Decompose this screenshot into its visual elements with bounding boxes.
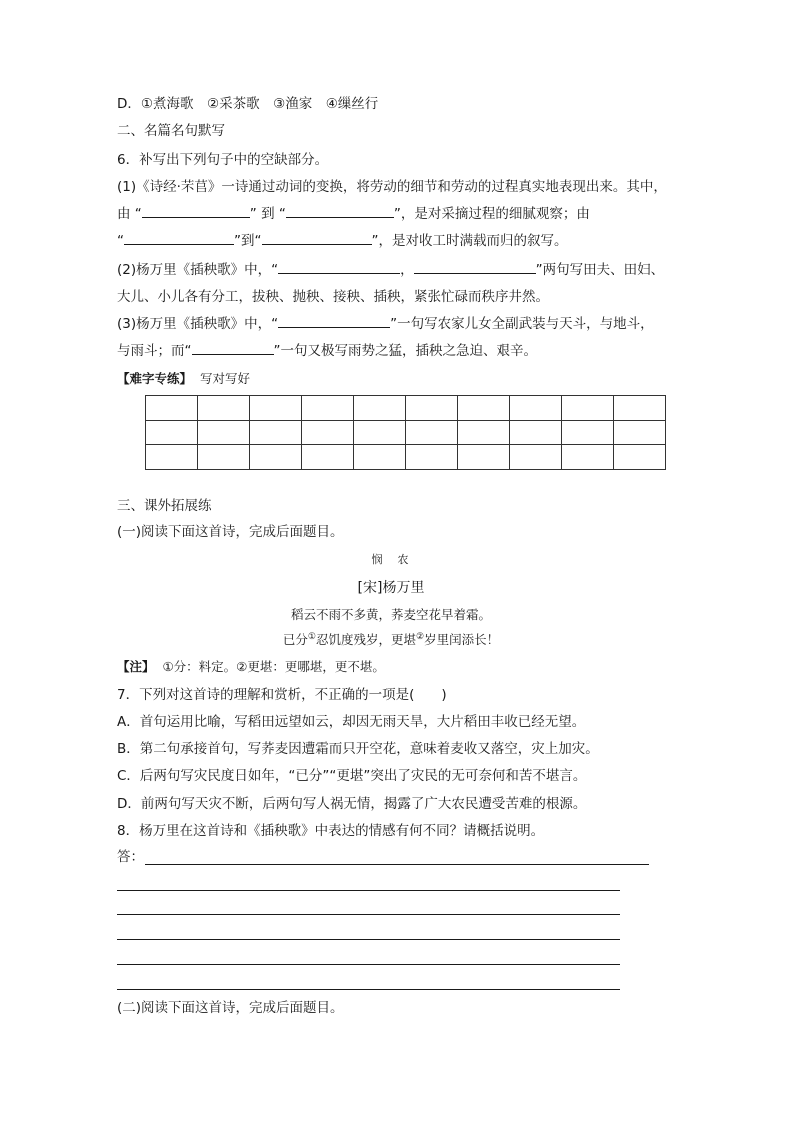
fill-blank[interactable] — [124, 232, 234, 245]
fill-blank[interactable] — [286, 205, 394, 218]
grid-cell[interactable] — [146, 396, 198, 421]
grid-cell[interactable] — [250, 396, 302, 421]
text-fragment: (2)杨万里《插秧歌》中，“ — [117, 262, 279, 278]
grid-cell[interactable] — [146, 445, 198, 470]
poem-note — [117, 658, 385, 676]
text-fragment: ”两句写田夫、田妇、 — [535, 262, 665, 278]
answer-line[interactable] — [145, 864, 649, 865]
note-label: 【注】 — [117, 659, 155, 674]
question-6-item-2-line-1 — [117, 261, 664, 279]
text-fragment: 由 “ — [117, 206, 142, 222]
footnote-marker: ② — [416, 631, 425, 642]
grid-cell[interactable] — [198, 420, 250, 445]
grid-cell[interactable] — [146, 420, 198, 445]
footnote-marker: ① — [307, 631, 316, 642]
text-fragment: ”，是对收工时满载而归的叙写。 — [371, 233, 568, 249]
grid-cell[interactable] — [302, 445, 354, 470]
grid-cell[interactable] — [614, 420, 666, 445]
question-6-item-2-line-2: 大儿、小儿各有分工，拔秧、抛秧、接秧、插秧，紧张忙碌而秩序井然。 — [117, 289, 549, 305]
text-fragment: “ — [117, 233, 124, 249]
grid-cell[interactable] — [458, 420, 510, 445]
grid-cell[interactable] — [302, 396, 354, 421]
text-fragment: ”，是对采摘过程的细腻观察；由 — [393, 206, 590, 222]
grid-cell[interactable] — [458, 445, 510, 470]
grid-cell[interactable] — [614, 396, 666, 421]
poem-line-1: 稻云不雨不多黄，荞麦空花早着霜。 — [290, 607, 491, 622]
question-6-item-1-line-1: (1)《诗经·芣苢》一诗通过动词的变换，将劳动的细节和劳动的过程真实地表现出来。其中， — [117, 179, 667, 195]
answer-line[interactable] — [117, 989, 620, 990]
question-7-option-d[interactable]: D．前两句写天灾不断，后两句写人祸无情，揭露了广大农民遭受苦难的根源。 — [117, 796, 587, 812]
grid-cell[interactable] — [250, 445, 302, 470]
section-heading-recitation: 二、名篇名句默写 — [117, 123, 225, 139]
grid-cell[interactable] — [198, 445, 250, 470]
text-fragment: ”到“ — [234, 233, 262, 249]
grid-cell[interactable] — [458, 396, 510, 421]
part-1-intro: (一)阅读下面这首诗，完成后面题目。 — [117, 524, 344, 540]
question-7-title: 7．下列对这首诗的理解和赏析，不正确的一项是( ) — [117, 687, 447, 703]
fill-blank[interactable] — [192, 342, 274, 355]
answer-line[interactable] — [117, 964, 620, 965]
writing-practice-grid — [145, 395, 666, 470]
poem-fragment: 已分 — [282, 632, 308, 647]
grid-cell[interactable] — [406, 420, 458, 445]
grid-cell[interactable] — [302, 420, 354, 445]
practice-label: 【难字专练】 — [117, 371, 193, 386]
grid-row — [146, 420, 666, 445]
practice-text: 写对写好 — [199, 371, 250, 386]
question-6-item-3-line-2 — [117, 342, 537, 360]
grid-cell[interactable] — [406, 445, 458, 470]
fill-blank[interactable] — [414, 261, 536, 274]
question-6-title: 6．补写出下列句子中的空缺部分。 — [117, 152, 329, 168]
text-fragment: (3)杨万里《插秧歌》中，“ — [117, 316, 279, 332]
text-fragment: ”一句又极写雨势之猛，插秧之急迫、艰辛。 — [273, 343, 537, 359]
fill-blank[interactable] — [262, 232, 372, 245]
grid-row — [146, 396, 666, 421]
question-7-option-a[interactable]: A．首句运用比喻，写稻田远望如云，却因无雨天旱，大片稻田丰收已经无望。 — [117, 714, 586, 730]
grid-cell[interactable] — [354, 445, 406, 470]
grid-cell[interactable] — [406, 396, 458, 421]
grid-cell[interactable] — [354, 420, 406, 445]
part-2-intro: (二)阅读下面这首诗，完成后面题目。 — [117, 1000, 344, 1016]
grid-cell[interactable] — [562, 420, 614, 445]
text-fragment: ” 到 “ — [249, 206, 286, 222]
grid-cell[interactable] — [510, 445, 562, 470]
poem-fragment: 岁里闰添长！ — [424, 632, 500, 647]
grid-cell[interactable] — [510, 420, 562, 445]
grid-cell[interactable] — [510, 396, 562, 421]
question-7-option-b[interactable]: B．第二句承接首句，写荞麦因遭霜而只开空花，意味着麦收又落空，灾上加灾。 — [117, 741, 599, 757]
question-8-title: 8．杨万里在这首诗和《插秧歌》中表达的情感有何不同？请概括说明。 — [117, 823, 545, 839]
question-6-item-1-line-3 — [117, 232, 568, 250]
question-6-item-3-line-1 — [117, 315, 654, 333]
grid-cell[interactable] — [198, 396, 250, 421]
text-fragment: ”一句写农家儿女全副武装与天斗，与地斗， — [390, 316, 654, 332]
poem-author: [宋]杨万里 — [357, 580, 425, 596]
note-text: ①分：料定。②更堪：更哪堪，更不堪。 — [162, 659, 385, 674]
section-heading-extension: 三、课外拓展练 — [117, 498, 212, 514]
grid-cell[interactable] — [250, 420, 302, 445]
poem-title: 悯 农 — [371, 553, 411, 566]
answer-line[interactable] — [117, 914, 620, 915]
grid-row — [146, 445, 666, 470]
text-fragment: 与雨斗；而“ — [117, 343, 192, 359]
hard-char-practice-heading — [117, 370, 250, 388]
grid-cell[interactable] — [614, 445, 666, 470]
poem-fragment: 忍饥度残岁，更堪 — [315, 632, 416, 647]
text-fragment: ， — [400, 262, 414, 278]
fill-blank[interactable] — [142, 205, 250, 218]
question-6-item-1-line-2 — [117, 205, 590, 223]
poem-line-2 — [117, 630, 665, 648]
fill-blank[interactable] — [278, 315, 390, 328]
prev-question-option-d: D．①煮海歌 ②采茶歌 ③渔家 ④缫丝行 — [117, 96, 379, 112]
answer-line[interactable] — [117, 939, 620, 940]
question-8-answer-label: 答： — [117, 849, 144, 865]
fill-blank[interactable] — [278, 261, 400, 274]
grid-cell[interactable] — [354, 396, 406, 421]
grid-cell[interactable] — [562, 445, 614, 470]
answer-line[interactable] — [117, 890, 620, 891]
question-7-option-c[interactable]: C．后两句写灾民度日如年，“已分”“更堪”突出了灾民的无可奈何和苦不堪言。 — [117, 768, 587, 784]
grid-cell[interactable] — [562, 396, 614, 421]
